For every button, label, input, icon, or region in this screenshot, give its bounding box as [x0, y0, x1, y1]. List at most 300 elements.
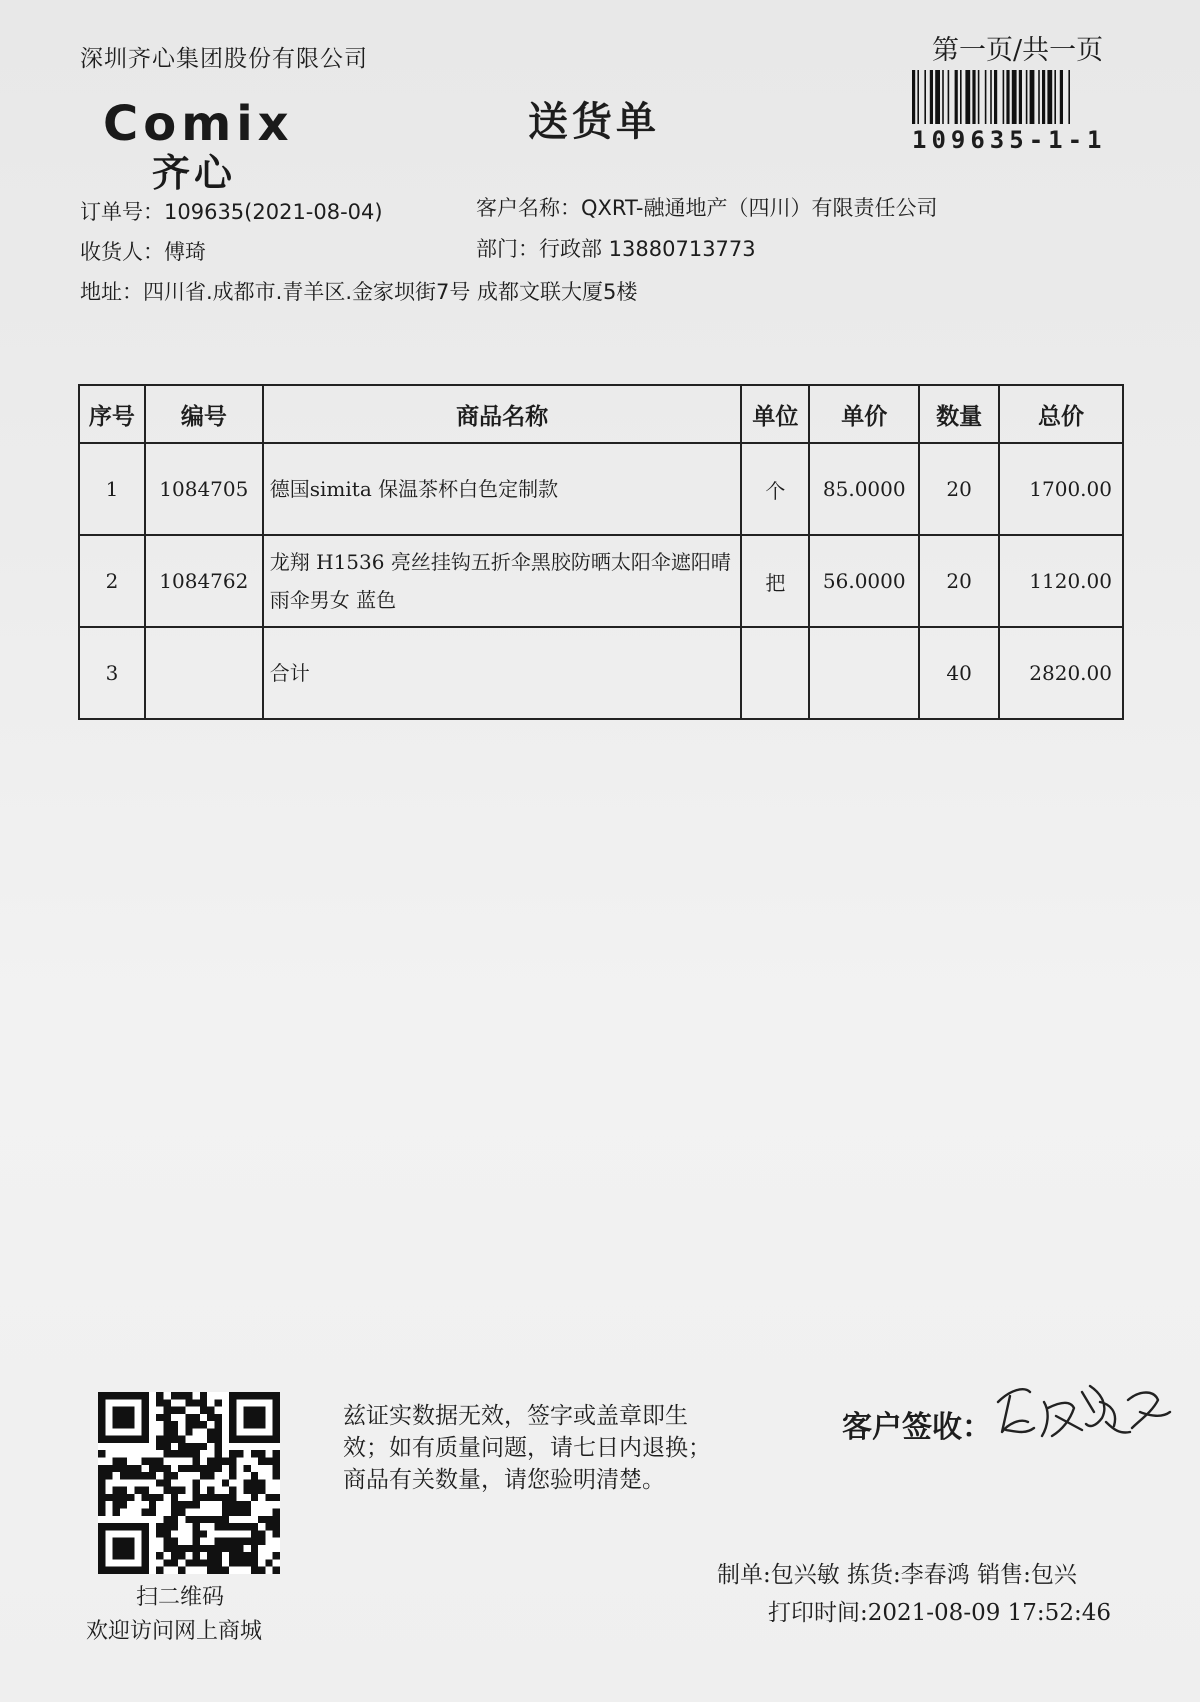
barcode-bar	[1019, 70, 1022, 124]
qr-module	[98, 1494, 105, 1501]
qr-module	[207, 1567, 214, 1574]
cell-unit: 把	[741, 535, 809, 627]
qr-module	[185, 1443, 192, 1450]
qr-module	[185, 1399, 192, 1406]
qr-module	[200, 1465, 207, 1472]
qr-module	[156, 1436, 163, 1443]
qr-module	[229, 1465, 236, 1472]
cell-index: 3	[79, 627, 145, 719]
qr-module	[178, 1567, 185, 1574]
barcode-bar	[1042, 70, 1045, 124]
barcode-bar	[1060, 70, 1063, 124]
qr-module	[185, 1421, 192, 1428]
qr-code[interactable]	[98, 1392, 280, 1574]
qr-module	[200, 1421, 207, 1428]
qr-module	[171, 1523, 178, 1530]
notice-line: 商品有关数量，请您验明清楚。	[343, 1467, 665, 1493]
col-header-product-name: 商品名称	[263, 385, 742, 443]
department-value: 行政部 13880713773	[539, 237, 756, 261]
qr-module	[134, 1465, 141, 1472]
order-number	[80, 196, 383, 226]
cell-unit-price: 56.0000	[809, 535, 919, 627]
qr-module	[185, 1428, 192, 1435]
qr-module	[244, 1508, 251, 1515]
qr-module	[164, 1559, 171, 1566]
qr-module	[214, 1458, 221, 1465]
qr-module	[244, 1487, 251, 1494]
qr-module	[207, 1559, 214, 1566]
qr-module	[244, 1559, 251, 1566]
cell-quantity: 20	[919, 443, 999, 535]
qr-module	[251, 1472, 258, 1479]
qr-module	[185, 1392, 192, 1399]
qr-module	[244, 1465, 251, 1472]
receiver-label: 收货人：	[80, 240, 164, 264]
qr-module	[244, 1501, 251, 1508]
qr-module	[142, 1494, 149, 1501]
qr-module	[98, 1465, 105, 1472]
table-row	[79, 443, 1123, 535]
qr-module	[265, 1516, 272, 1523]
qr-module	[193, 1443, 200, 1450]
receiver-value: 傅琦	[164, 240, 206, 264]
qr-module	[156, 1458, 163, 1465]
qr-module	[200, 1472, 207, 1479]
barcode-bar	[978, 70, 980, 124]
qr-module	[207, 1407, 214, 1414]
barcode-bar	[917, 70, 919, 124]
qr-module	[273, 1458, 280, 1465]
qr-module	[149, 1465, 156, 1472]
qr-module	[207, 1414, 214, 1421]
qr-module	[113, 1494, 120, 1501]
qr-module	[178, 1450, 185, 1457]
qr-module	[200, 1545, 207, 1552]
qr-module	[265, 1458, 272, 1465]
qr-module	[251, 1494, 258, 1501]
qr-module	[149, 1501, 156, 1508]
qr-module	[164, 1538, 171, 1545]
barcode-bar	[930, 70, 933, 124]
qr-module	[214, 1523, 221, 1530]
qr-module	[171, 1545, 178, 1552]
qr-module	[193, 1501, 200, 1508]
qr-module	[222, 1523, 229, 1530]
qr-module	[193, 1545, 200, 1552]
qr-module	[171, 1559, 178, 1566]
cell-total: 1700.00	[999, 443, 1123, 535]
qr-module	[214, 1516, 221, 1523]
qr-module	[236, 1508, 243, 1515]
qr-module	[193, 1559, 200, 1566]
qr-module	[142, 1508, 149, 1515]
col-header-quantity: 数量	[919, 385, 999, 443]
qr-module	[164, 1414, 171, 1421]
qr-module	[251, 1523, 258, 1530]
notice-line: 效；如有质量问题，请七日内退换；	[343, 1435, 711, 1461]
qr-module	[178, 1552, 185, 1559]
cell-total: 2820.00	[999, 627, 1123, 719]
qr-module	[214, 1421, 221, 1428]
qr-module	[178, 1487, 185, 1494]
qr-module	[113, 1501, 120, 1508]
barcode-bar	[1038, 70, 1040, 124]
qr-module	[200, 1443, 207, 1450]
qr-module	[171, 1487, 178, 1494]
qr-module	[273, 1465, 280, 1472]
qr-module	[193, 1552, 200, 1559]
brand-logo-en: Comix	[103, 96, 294, 152]
qr-module	[236, 1538, 243, 1545]
company-name: 深圳齐心集团股份有限公司	[80, 46, 368, 72]
qr-module	[236, 1501, 243, 1508]
qr-module	[214, 1414, 221, 1421]
cell-unit	[741, 627, 809, 719]
qr-module	[222, 1538, 229, 1545]
qr-module	[164, 1436, 171, 1443]
qr-caption-mall: 欢迎访问网上商城	[86, 1619, 263, 1644]
qr-module	[258, 1487, 265, 1494]
qr-module	[265, 1559, 272, 1566]
qr-module	[193, 1494, 200, 1501]
barcode-bar	[924, 70, 926, 124]
qr-module	[171, 1516, 178, 1523]
qr-module	[258, 1530, 265, 1537]
notice-line: 兹证实数据无效，签字或盖章即生	[343, 1403, 688, 1429]
qr-module	[142, 1487, 149, 1494]
brand-logo-cn: 齐心	[152, 151, 237, 195]
qr-module	[222, 1501, 229, 1508]
col-header-total: 总价	[999, 385, 1123, 443]
qr-module	[251, 1538, 258, 1545]
qr-module	[214, 1552, 221, 1559]
qr-module	[156, 1465, 163, 1472]
qr-module	[164, 1428, 171, 1435]
qr-module	[156, 1523, 163, 1530]
qr-module	[273, 1494, 280, 1501]
address-label: 地址：	[80, 280, 143, 304]
qr-module	[164, 1465, 171, 1472]
qr-module	[156, 1399, 163, 1406]
qr-module	[207, 1494, 214, 1501]
qr-module	[193, 1450, 200, 1457]
barcode-bar	[972, 70, 975, 124]
col-header-unit-price: 单价	[809, 385, 919, 443]
qr-module	[229, 1523, 236, 1530]
qr-module	[164, 1487, 171, 1494]
qr-module	[214, 1567, 221, 1574]
cell-index: 2	[79, 535, 145, 627]
qr-module	[164, 1443, 171, 1450]
qr-module	[236, 1450, 243, 1457]
qr-module	[193, 1487, 200, 1494]
qr-module	[178, 1407, 185, 1414]
customer-name-label: 客户名称：	[476, 196, 581, 220]
qr-module	[251, 1479, 258, 1486]
qr-module	[222, 1508, 229, 1515]
qr-module	[214, 1545, 221, 1552]
qr-module	[214, 1465, 221, 1472]
qr-module	[207, 1545, 214, 1552]
qr-module	[120, 1487, 127, 1494]
qr-module	[236, 1523, 243, 1530]
qr-module	[178, 1545, 185, 1552]
qr-module	[185, 1545, 192, 1552]
barcode-bar	[1003, 70, 1005, 124]
order-number-label: 订单号：	[80, 200, 164, 224]
qr-module	[258, 1567, 265, 1574]
qr-module	[164, 1450, 171, 1457]
qr-module	[207, 1428, 214, 1435]
qr-module	[164, 1523, 171, 1530]
cell-code: 1084705	[145, 443, 263, 535]
qr-module	[229, 1458, 236, 1465]
qr-module	[185, 1450, 192, 1457]
qr-module	[156, 1552, 163, 1559]
qr-finder	[113, 1538, 135, 1560]
barcode-bar	[990, 70, 992, 124]
department-label: 部门：	[476, 237, 539, 261]
qr-module	[265, 1494, 272, 1501]
qr-module	[98, 1508, 105, 1515]
qr-module	[142, 1458, 149, 1465]
receiver	[80, 236, 206, 266]
qr-module	[273, 1450, 280, 1457]
qr-module	[171, 1494, 178, 1501]
qr-module	[149, 1494, 156, 1501]
qr-module	[171, 1436, 178, 1443]
qr-module	[156, 1479, 163, 1486]
qr-module	[171, 1538, 178, 1545]
qr-module	[185, 1414, 192, 1421]
qr-module	[127, 1494, 134, 1501]
document-title: 送货单	[528, 99, 660, 145]
table-header-row	[79, 385, 1123, 443]
col-header-index: 序号	[79, 385, 145, 443]
barcode-bar	[1068, 70, 1070, 124]
cell-code	[145, 627, 263, 719]
qr-module	[222, 1545, 229, 1552]
qr-module	[200, 1392, 207, 1399]
qr-module	[127, 1472, 134, 1479]
qr-module	[178, 1508, 185, 1515]
qr-module	[222, 1567, 229, 1574]
qr-module	[193, 1465, 200, 1472]
cell-quantity: 20	[919, 535, 999, 627]
qr-module	[98, 1479, 105, 1486]
qr-module	[193, 1458, 200, 1465]
qr-module	[171, 1392, 178, 1399]
qr-module	[156, 1494, 163, 1501]
cell-product-name: 龙翔 H1536 亮丝挂钩五折伞黑胶防晒太阳伞遮阳晴雨伞男女 蓝色	[263, 535, 742, 627]
qr-module	[258, 1450, 265, 1457]
qr-module	[229, 1508, 236, 1515]
barcode-bar	[1047, 70, 1052, 124]
qr-module	[142, 1472, 149, 1479]
qr-module	[171, 1407, 178, 1414]
qr-module	[200, 1407, 207, 1414]
page-indicator: 第一页/共一页	[932, 35, 1104, 66]
qr-module	[229, 1538, 236, 1545]
qr-module	[200, 1559, 207, 1566]
cell-total: 1120.00	[999, 535, 1123, 627]
qr-module	[193, 1538, 200, 1545]
qr-module	[207, 1458, 214, 1465]
qr-module	[178, 1392, 185, 1399]
cell-unit: 个	[741, 443, 809, 535]
items-table	[78, 384, 1124, 720]
table-row	[79, 535, 1123, 627]
qr-module	[149, 1458, 156, 1465]
qr-module	[120, 1472, 127, 1479]
qr-module	[164, 1421, 171, 1428]
qr-module	[171, 1472, 178, 1479]
qr-module	[251, 1559, 258, 1566]
qr-module	[214, 1450, 221, 1457]
qr-module	[273, 1516, 280, 1523]
qr-module	[222, 1516, 229, 1523]
barcode-bar	[965, 70, 970, 124]
qr-module	[156, 1567, 163, 1574]
qr-module	[134, 1472, 141, 1479]
qr-module	[273, 1552, 280, 1559]
qr-module	[229, 1552, 236, 1559]
barcode-bar	[960, 70, 962, 124]
qr-module	[200, 1399, 207, 1406]
qr-module	[120, 1465, 127, 1472]
qr-module	[156, 1392, 163, 1399]
barcode-bar	[948, 70, 950, 124]
qr-module	[207, 1516, 214, 1523]
qr-module	[200, 1494, 207, 1501]
barcode-bar	[1054, 70, 1056, 124]
qr-module	[178, 1436, 185, 1443]
qr-module	[113, 1458, 120, 1465]
qr-module	[236, 1545, 243, 1552]
qr-module	[178, 1443, 185, 1450]
qr-module	[149, 1508, 156, 1515]
qr-module	[229, 1559, 236, 1566]
qr-module	[120, 1494, 127, 1501]
qr-module	[171, 1428, 178, 1435]
cell-unit-price	[809, 627, 919, 719]
qr-module	[222, 1494, 229, 1501]
barcode-number: 109635-1-1	[912, 126, 1107, 154]
qr-module	[193, 1421, 200, 1428]
qr-module	[214, 1559, 221, 1566]
barcode-bar	[994, 70, 997, 124]
cell-unit-price: 85.0000	[809, 443, 919, 535]
qr-module	[105, 1465, 112, 1472]
qr-module	[207, 1465, 214, 1472]
qr-module	[251, 1567, 258, 1574]
cell-product-name: 德国simita 保温茶杯白色定制款	[263, 443, 742, 535]
qr-module	[207, 1436, 214, 1443]
qr-module	[244, 1479, 251, 1486]
qr-module	[98, 1472, 105, 1479]
qr-module	[258, 1516, 265, 1523]
qr-module	[178, 1501, 185, 1508]
qr-module	[251, 1545, 258, 1552]
qr-module	[113, 1508, 120, 1515]
qr-module	[222, 1479, 229, 1486]
barcode-bar	[985, 70, 987, 124]
qr-module	[273, 1567, 280, 1574]
barcode-bar	[1012, 70, 1017, 124]
qr-module	[207, 1552, 214, 1559]
barcode-bar	[942, 70, 944, 124]
qr-module	[185, 1516, 192, 1523]
customer-name-value: QXRT-融通地产（四川）有限责任公司	[581, 196, 938, 220]
qr-module	[185, 1559, 192, 1566]
qr-module	[200, 1530, 207, 1537]
qr-module	[193, 1414, 200, 1421]
qr-module	[171, 1508, 178, 1515]
qr-module	[236, 1559, 243, 1566]
qr-module	[229, 1472, 236, 1479]
qr-module	[258, 1538, 265, 1545]
department	[476, 233, 756, 263]
qr-module	[273, 1472, 280, 1479]
qr-module	[258, 1458, 265, 1465]
barcode-bar	[1026, 70, 1028, 124]
qr-module	[273, 1508, 280, 1515]
qr-module	[185, 1501, 192, 1508]
qr-module	[193, 1516, 200, 1523]
qr-module	[171, 1501, 178, 1508]
barcode-bar	[955, 70, 958, 124]
qr-module	[149, 1472, 156, 1479]
qr-module	[105, 1494, 112, 1501]
qr-module	[171, 1450, 178, 1457]
qr-module	[214, 1399, 221, 1406]
qr-module	[229, 1494, 236, 1501]
order-number-value: 109635(2021-08-04)	[164, 200, 383, 224]
document-makers: 制单:包兴敏 拣货:李春鸿 销售:包兴	[717, 1562, 1077, 1588]
qr-module	[193, 1399, 200, 1406]
qr-finder	[244, 1407, 266, 1429]
customer-name	[476, 192, 937, 222]
address	[80, 276, 637, 306]
qr-module	[251, 1530, 258, 1537]
qr-module	[244, 1538, 251, 1545]
qr-module	[229, 1545, 236, 1552]
customer-signature-label: 客户签收：	[842, 1410, 992, 1445]
qr-module	[193, 1523, 200, 1530]
barcode-bar	[935, 70, 940, 124]
qr-module	[273, 1523, 280, 1530]
qr-module	[156, 1530, 163, 1537]
qr-module	[98, 1450, 105, 1457]
qr-module	[214, 1428, 221, 1435]
print-time: 打印时间:2021-08-09 17:52:46	[768, 1600, 1111, 1626]
barcode-bar	[1030, 70, 1035, 124]
qr-module	[193, 1479, 200, 1486]
qr-module	[98, 1487, 105, 1494]
qr-module	[251, 1450, 258, 1457]
qr-module	[105, 1472, 112, 1479]
qr-module	[214, 1494, 221, 1501]
qr-module	[193, 1530, 200, 1537]
qr-module	[214, 1443, 221, 1450]
qr-module	[244, 1523, 251, 1530]
cell-product-name: 合计	[263, 627, 742, 719]
qr-module	[229, 1501, 236, 1508]
qr-module	[244, 1552, 251, 1559]
qr-module	[164, 1516, 171, 1523]
col-header-code: 编号	[145, 385, 263, 443]
qr-module	[178, 1465, 185, 1472]
